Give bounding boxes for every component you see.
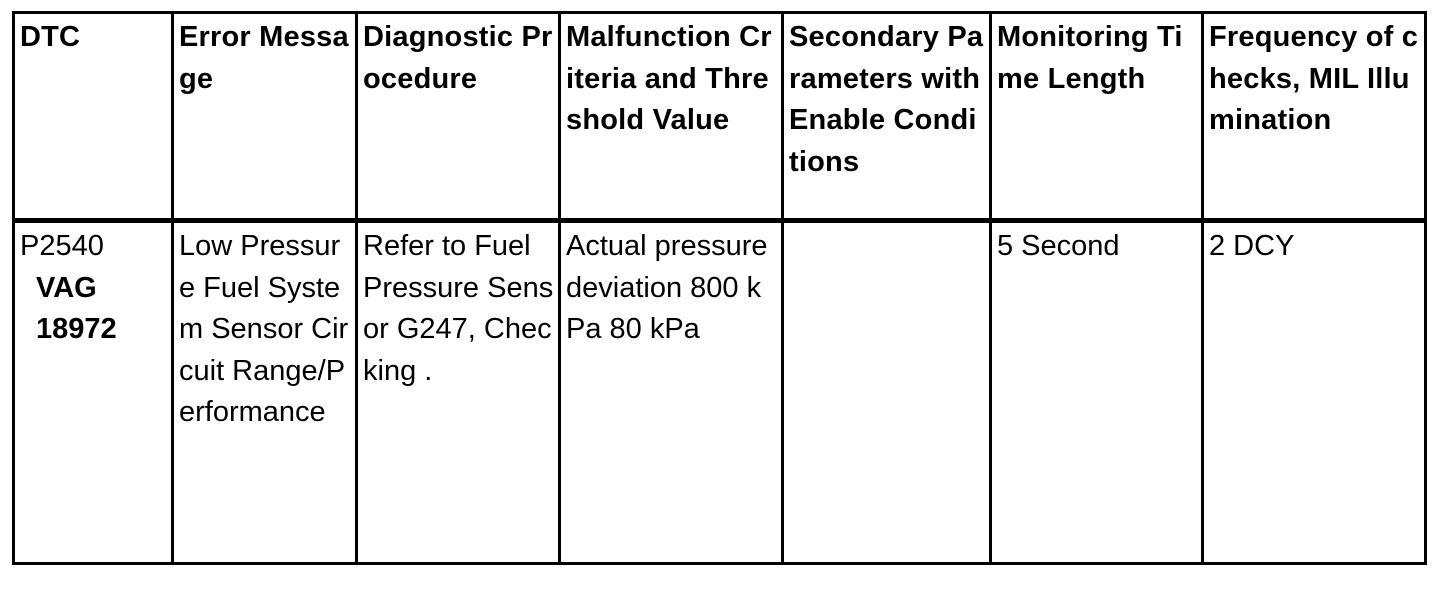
cell-dtc xyxy=(14,221,173,564)
cell-malfunction-criteria xyxy=(560,221,783,564)
header-secondary-parameters: Secondary Parameters with Enable Conditions xyxy=(783,13,991,221)
cell-error-message xyxy=(173,221,357,564)
header-row xyxy=(14,13,1426,221)
header-error-message: Error Message xyxy=(173,13,357,221)
header-dtc: DTC xyxy=(14,13,173,221)
frequency-text: 2 DCY xyxy=(1209,230,1295,262)
vag-label: VAG xyxy=(36,271,97,304)
malfunction-criteria-text: Actual pressure deviation 800 kPa 80 kPa xyxy=(566,230,768,345)
dtc-table xyxy=(12,11,1427,565)
header-malfunction-criteria: Malfunction Criteria and Threshold Value xyxy=(560,13,783,221)
header-frequency: Frequency of checks, MIL Illumination xyxy=(1203,13,1426,221)
table-row xyxy=(14,221,1426,564)
cell-monitoring-time xyxy=(991,221,1203,564)
diagnostic-procedure-text: Refer to Fuel Pressure Sensor G247, Checking . xyxy=(363,230,554,387)
monitoring-time-text: 5 Second xyxy=(997,230,1120,262)
cell-secondary-parameters xyxy=(783,221,991,564)
dtc-code: P2540 xyxy=(20,230,104,262)
vag-code: 18972 xyxy=(36,313,117,345)
error-message-text: Low Pressure Fuel System Sensor Circuit Range/Performance xyxy=(179,230,349,428)
cell-diagnostic-procedure xyxy=(357,221,560,564)
cell-frequency xyxy=(1203,221,1426,564)
header-monitoring-time: Monitoring Time Length xyxy=(991,13,1203,221)
header-diagnostic-procedure: Diagnostic Procedure xyxy=(357,13,560,221)
